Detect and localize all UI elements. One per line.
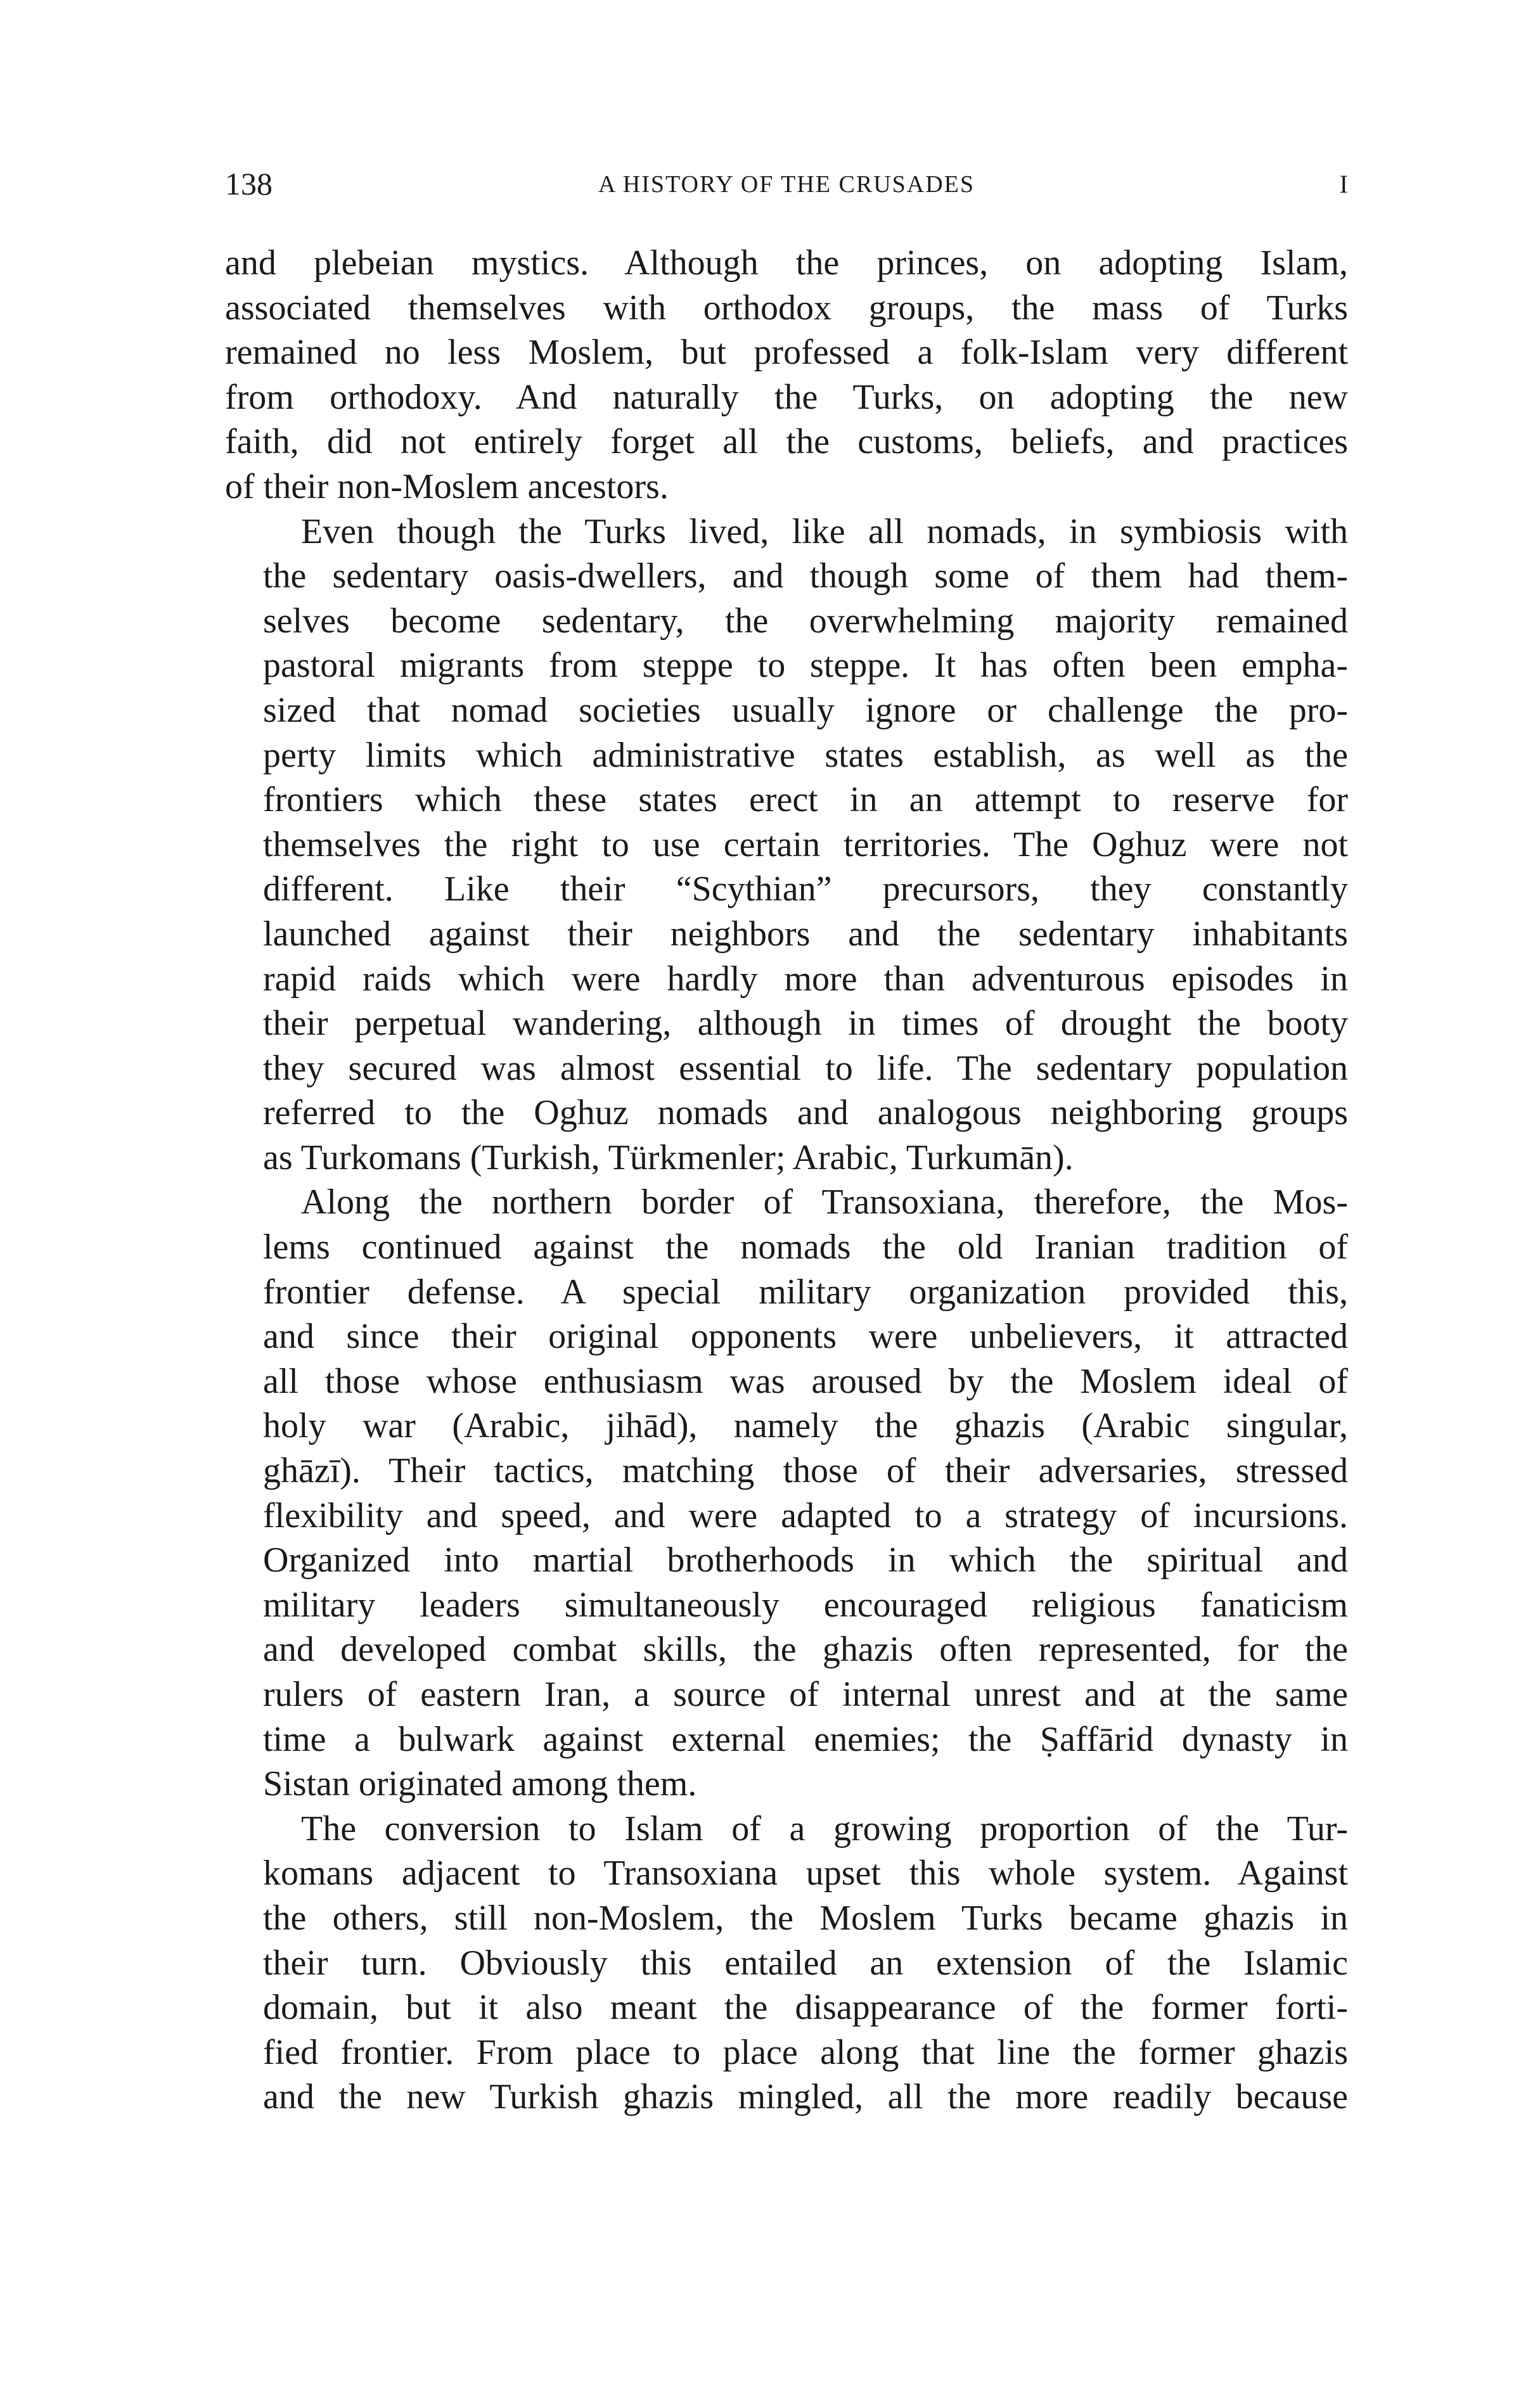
- text-line: themselves the right to use certain territories. The Oghuz were not: [263, 824, 1348, 864]
- text-line: from orthodoxy. And naturally the Turks, on adopting the new: [225, 377, 1348, 417]
- text-line: associated themselves with orthodox groups, the mass of Turks: [225, 288, 1348, 328]
- text-line: different. Like their “Scythian” precursors, they constantly: [263, 869, 1348, 909]
- text-line: faith, did not entirely forget all the customs, beliefs, and practices: [225, 422, 1348, 462]
- text-line: komans adjacent to Transoxiana upset this whole system. Against: [263, 1854, 1348, 1893]
- text-line: ghāzī). Their tactics, matching those of their adversaries, stressed: [263, 1451, 1348, 1491]
- text-line: rapid raids which were hardly more than adventurous episodes in: [263, 959, 1348, 999]
- text-line: Organized into martial brotherhoods in which the spiritual and: [263, 1540, 1348, 1580]
- body-text: [225, 241, 1348, 2120]
- book-title: A HISTORY OF THE CRUSADES: [598, 171, 975, 198]
- text-line: time a bulwark against external enemies; the Ṣaffārid dynasty in: [263, 1719, 1348, 1759]
- text-line: sized that nomad societies usually ignore or challenge the pro-: [263, 690, 1348, 730]
- text-line: the sedentary oasis-dwellers, and though some of them had them-: [263, 556, 1348, 596]
- volume-number: I: [1339, 170, 1348, 198]
- text-line: Even though the Turks lived, like all nomads, in symbiosis with: [301, 511, 1348, 551]
- paragraph: [225, 509, 1348, 1181]
- text-line: frontiers which these states erect in an attempt to reserve for: [263, 780, 1348, 820]
- text-line: perty limits which administrative states establish, as well as the: [263, 735, 1348, 775]
- page-number: 138: [225, 166, 273, 202]
- text-line: launched against their neighbors and the sedentary inhabitants: [263, 914, 1348, 954]
- text-line: military leaders simultaneously encouraged religious fanaticism: [263, 1585, 1348, 1625]
- text-line: and the new Turkish ghazis mingled, all the more readily because: [263, 2077, 1348, 2117]
- text-line: of their non-Moslem ancestors.: [225, 466, 669, 506]
- text-line: selves become sedentary, the overwhelming majority remained: [263, 601, 1348, 641]
- text-line: remained no less Moslem, but professed a folk-Islam very different: [225, 333, 1348, 373]
- text-line: the others, still non-Moslem, the Moslem Turks became ghazis in: [263, 1898, 1348, 1938]
- text-line: their turn. Obviously this entailed an extension of the Islamic: [263, 1943, 1348, 1983]
- paragraph: [225, 241, 1348, 509]
- text-line: flexibility and speed, and were adapted to a strategy of incursions.: [263, 1495, 1348, 1535]
- text-line: fied frontier. From place to place along that line the former ghazis: [263, 2032, 1348, 2072]
- text-line: their perpetual wandering, although in times of drought the booty: [263, 1004, 1348, 1044]
- text-line: referred to the Oghuz nomads and analogous neighboring groups: [263, 1093, 1348, 1133]
- text-line: frontier defense. A special military organization provided this,: [263, 1272, 1348, 1312]
- text-line: Sistan originated among them.: [263, 1764, 697, 1804]
- text-line: and plebeian mystics. Although the princes, on adopting Islam,: [225, 243, 1348, 283]
- paragraph: [225, 1807, 1348, 2120]
- text-line: all those whose enthusiasm was aroused by the Moslem ideal of: [263, 1361, 1348, 1401]
- text-line: and developed combat skills, the ghazis often represented, for the: [263, 1630, 1348, 1670]
- paragraph: [225, 1180, 1348, 1806]
- text-line: lems continued against the nomads the old Iranian tradition of: [263, 1227, 1348, 1267]
- text-line: and since their original opponents were unbelievers, it attracted: [263, 1317, 1348, 1357]
- text-line: Along the northern border of Transoxiana, therefore, the Mos-: [301, 1182, 1348, 1222]
- text-line: holy war (Arabic, jihād), namely the ghazis (Arabic singular,: [263, 1406, 1348, 1446]
- text-line: rulers of eastern Iran, a source of internal unrest and at the same: [263, 1675, 1348, 1714]
- text-line: The conversion to Islam of a growing proportion of the Tur-: [301, 1809, 1348, 1848]
- text-line: they secured was almost essential to life. The sedentary population: [263, 1048, 1348, 1088]
- text-line: domain, but it also meant the disappearance of the former forti-: [263, 1988, 1348, 2028]
- text-line: pastoral migrants from steppe to steppe. It has often been empha-: [263, 646, 1348, 686]
- text-line: as Turkomans (Turkish, Türkmenler; Arabic, Turkumān).: [263, 1137, 1074, 1177]
- running-header: [225, 162, 1348, 206]
